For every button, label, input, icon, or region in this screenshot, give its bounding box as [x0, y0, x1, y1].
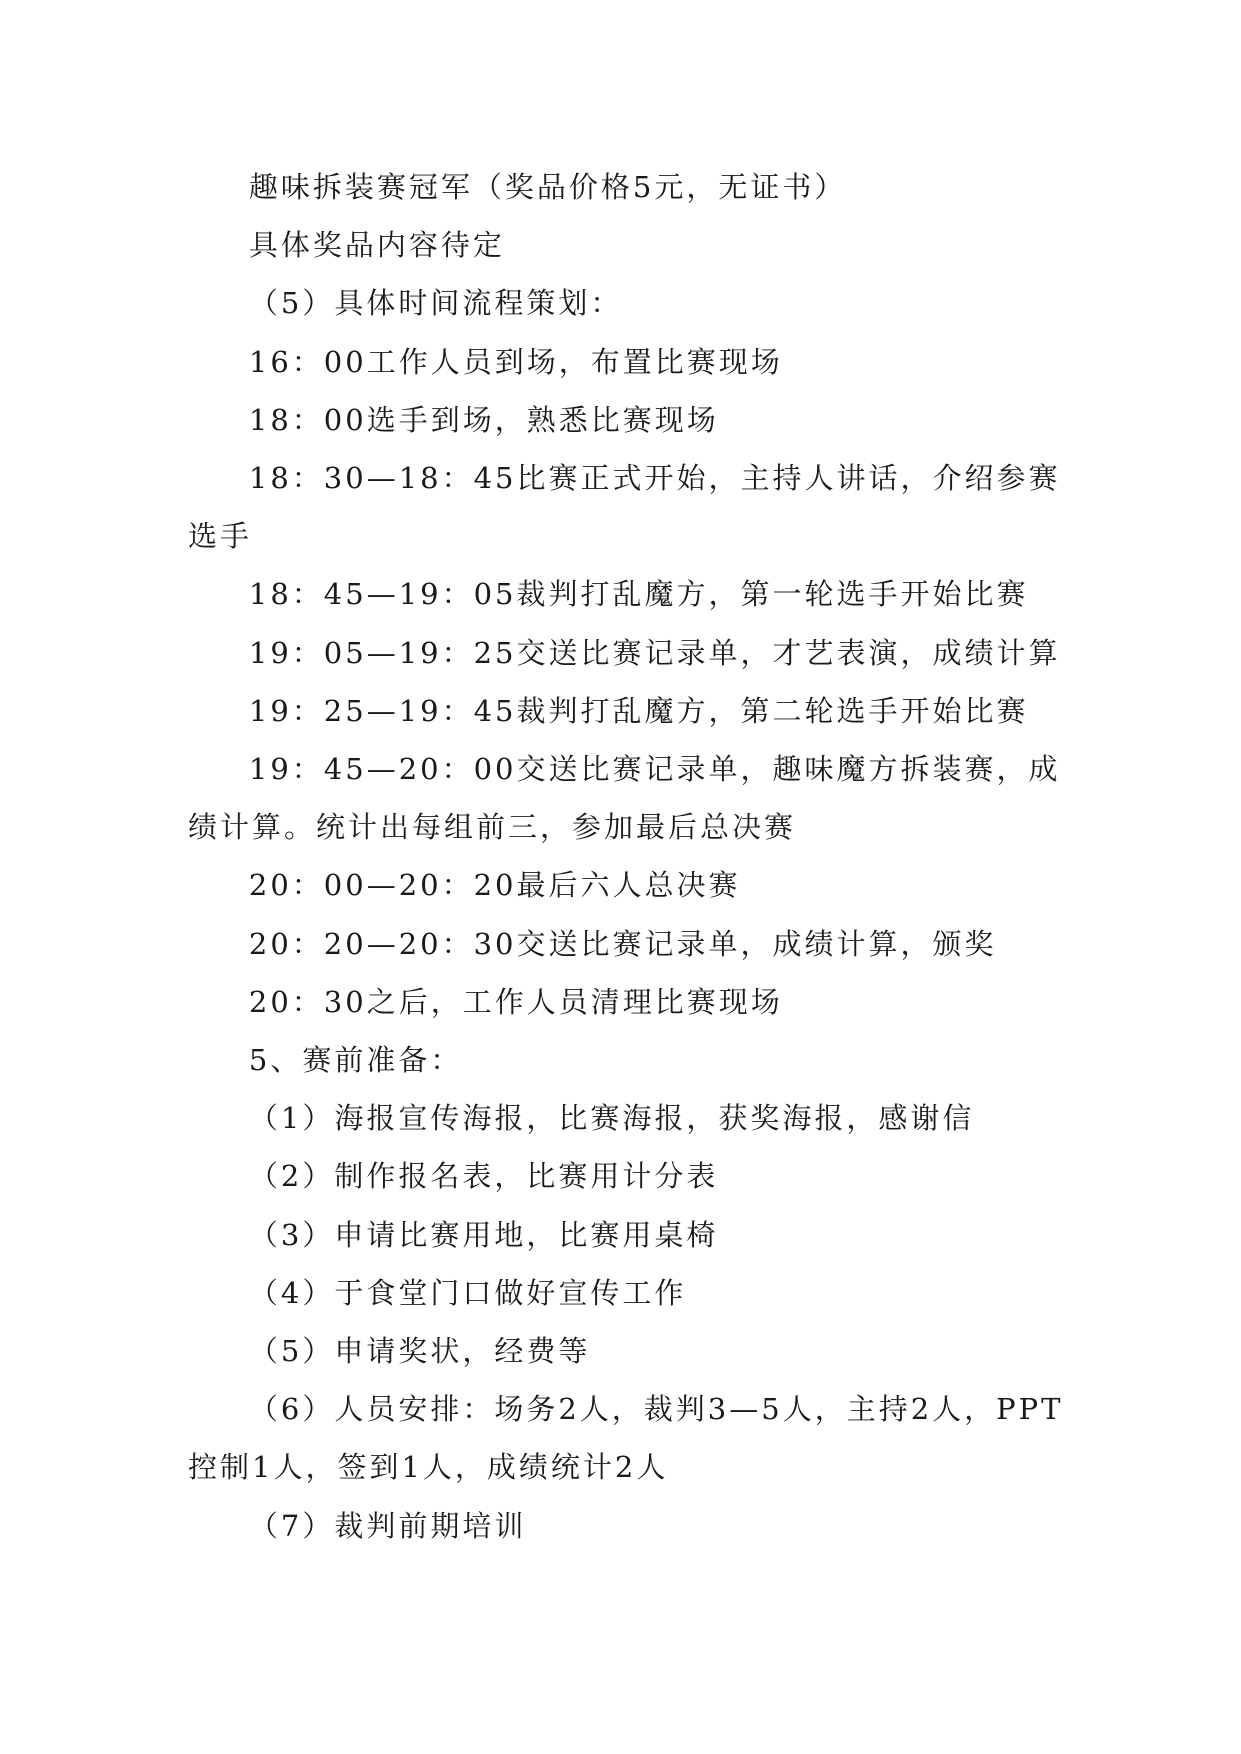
preparation-item: （7）裁判前期培训	[248, 1508, 527, 1543]
schedule-item: 19：45—20：00交送比赛记录单，趣味魔方拆装赛，成绩计算。统计出每组前三，参加最后总决赛	[188, 752, 1061, 845]
schedule-item: 18：45—19：05裁判打乱魔方，第一轮选手开始比赛	[248, 577, 1029, 612]
preparation-item: （5）申请奖状，经费等	[248, 1334, 591, 1369]
schedule-item: 18：00选手到场，熟悉比赛现场	[248, 402, 719, 437]
preparation-item: （1）海报宣传海报，比赛海报，获奖海报，感谢信	[248, 1101, 975, 1136]
paragraph-prize-note: 趣味拆装赛冠军（奖品价格5元，无证书）	[248, 170, 847, 204]
preparation-item: （6）人员安排：场务2人，裁判3—5人，主持2人，PPT控制1人，签到1人，成绩统计2人	[188, 1392, 1064, 1485]
preparation-item: （4）于食堂门口做好宣传工作	[248, 1275, 687, 1310]
schedule-item: 20：00—20：20最后六人总决赛	[248, 868, 741, 903]
schedule-item: 16：00工作人员到场，布置比赛现场	[248, 344, 783, 379]
schedule-item: 20：20—20：30交送比赛记录单，成绩计算，颁奖	[248, 926, 997, 961]
paragraph-prize-pending: 具体奖品内容待定	[248, 228, 505, 263]
schedule-item: 20：30之后，工作人员清理比赛现场	[248, 984, 783, 1019]
schedule-item: 19：05—19：25交送比赛记录单，才艺表演，成绩计算	[248, 635, 1061, 670]
section-heading-preparation: 5、赛前准备：	[248, 1043, 463, 1078]
schedule-item: 19：25—19：45裁判打乱魔方，第二轮选手开始比赛	[248, 693, 1029, 728]
document-body	[188, 158, 1068, 1555]
paragraph-schedule-heading: （5）具体时间流程策划：	[248, 286, 623, 321]
schedule-item: 18：30—18：45比赛正式开始，主持人讲话，介绍参赛选手	[188, 461, 1061, 554]
preparation-item: （3）申请比赛用地，比赛用桌椅	[248, 1217, 719, 1252]
preparation-item: （2）制作报名表，比赛用计分表	[248, 1159, 719, 1194]
